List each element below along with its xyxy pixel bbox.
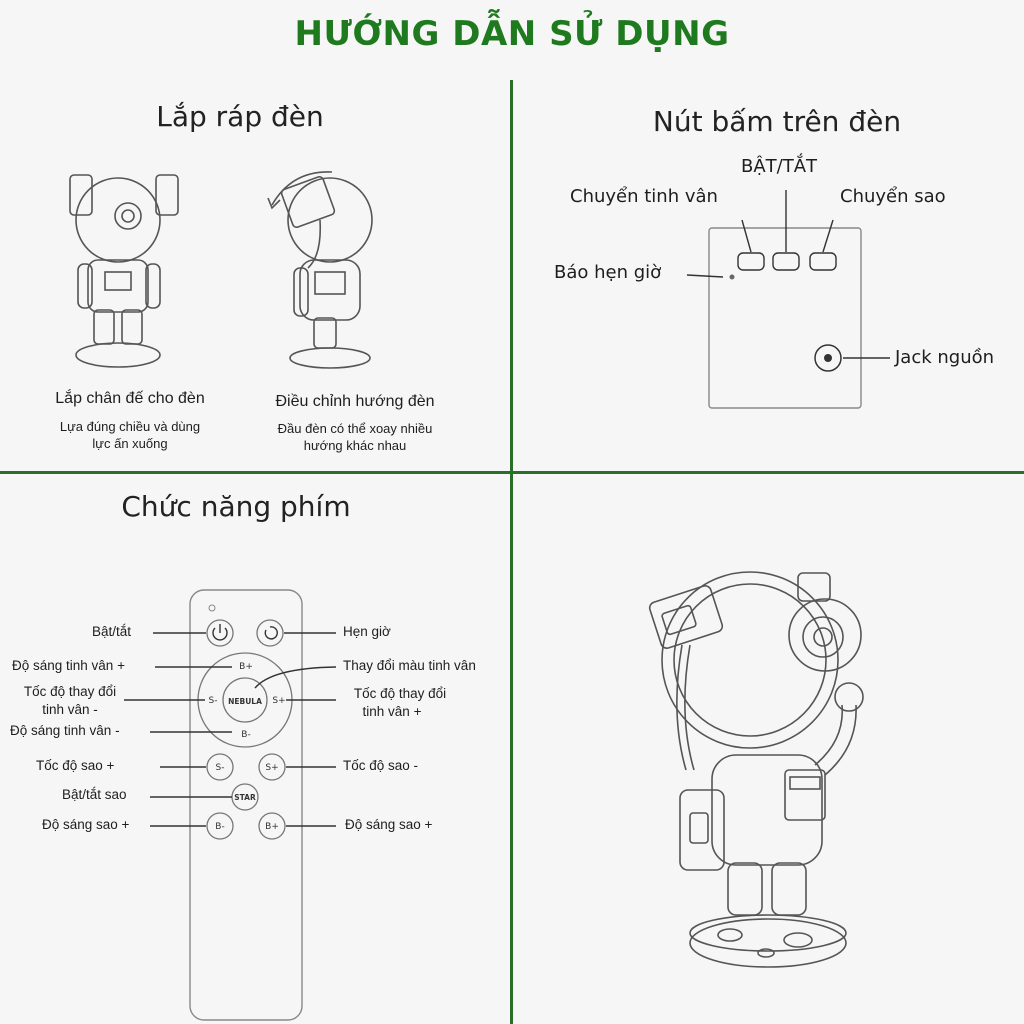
remote-label-star-toggle: Bật/tắt sao — [62, 787, 127, 802]
page-title: HƯỚNG DẪN SỬ DỤNG — [294, 14, 730, 54]
remote-label-star-bright-up-left: Độ sáng sao + — [42, 817, 130, 832]
remote-label-neb-speed-down-1: Tốc độ thay đổi — [23, 684, 117, 699]
step2-sub-1: Đầu đèn có thể xoay nhiều — [277, 421, 433, 436]
power-button — [773, 253, 799, 270]
horizontal-divider — [0, 471, 1024, 474]
remote-label-nebula-color: Thay đổi màu tinh vân — [343, 658, 476, 673]
remote-timer-key — [257, 620, 283, 646]
svg-text:S-: S- — [208, 696, 218, 706]
remote-body — [190, 590, 302, 1020]
nebula-switch-label: Chuyển tinh vân — [570, 186, 718, 207]
jack-label: Jack nguồn — [895, 347, 995, 368]
assembly-illustrations — [60, 160, 480, 380]
svg-text:S+: S+ — [265, 763, 279, 773]
lamp-panel — [709, 228, 861, 408]
power-label: BẬT/TẮT — [741, 156, 818, 177]
astronaut-side-illustration — [280, 176, 372, 368]
remote-led — [209, 605, 215, 611]
nebula-switch-button — [738, 253, 764, 270]
buttons-heading: Nút bấm trên đèn — [652, 105, 902, 138]
remote-label-neb-bright-up: Độ sáng tinh vân + — [12, 658, 125, 673]
svg-text:S+: S+ — [272, 696, 286, 706]
assembly-heading: Lắp ráp đèn — [156, 100, 324, 133]
timer-indicator-dot — [730, 275, 735, 280]
svg-text:B-: B- — [215, 822, 225, 832]
remote-label-neb-speed-up-1: Tốc độ thay đổi — [353, 686, 447, 701]
star-switch-button — [810, 253, 836, 270]
remote-label-neb-speed-down-2: tinh vân - — [42, 702, 98, 717]
remote-heading: Chức năng phím — [121, 490, 351, 523]
star-switch-label: Chuyển sao — [840, 186, 946, 207]
remote-label-neb-bright-down: Độ sáng tinh vân - — [10, 723, 120, 738]
remote-label-neb-speed-up-2: tinh vân + — [362, 704, 422, 719]
step1-sub-1: Lựa đúng chiều và dùng — [59, 419, 201, 434]
svg-text:B-: B- — [241, 730, 251, 740]
svg-text:STAR: STAR — [234, 793, 256, 802]
svg-text:NEBULA: NEBULA — [228, 697, 262, 706]
remote-diagram — [0, 580, 510, 1024]
svg-text:B+: B+ — [239, 662, 253, 672]
step2-sub-2: hướng khác nhau — [303, 438, 407, 453]
svg-text:S-: S- — [215, 763, 225, 773]
step1-caption: Lắp chân đế cho đèn — [55, 390, 205, 407]
svg-text:B+: B+ — [265, 822, 279, 832]
timer-label: Báo hẹn giờ — [554, 262, 662, 283]
remote-label-star-bright-up-right: Độ sáng sao + — [345, 817, 433, 832]
remote-label-star-speed-down: Tốc độ sao - — [343, 758, 419, 773]
step2-caption: Điều chỉnh hướng đèn — [275, 393, 435, 410]
remote-label-star-speed-up: Tốc độ sao + — [36, 758, 115, 773]
step1-sub-2: lực ấn xuống — [92, 436, 168, 451]
remote-label-power: Bật/tắt — [92, 624, 132, 639]
astronaut-front-illustration — [70, 175, 178, 367]
remote-label-timer: Hẹn giờ — [343, 624, 391, 639]
astronaut-large-illustration — [620, 565, 880, 985]
